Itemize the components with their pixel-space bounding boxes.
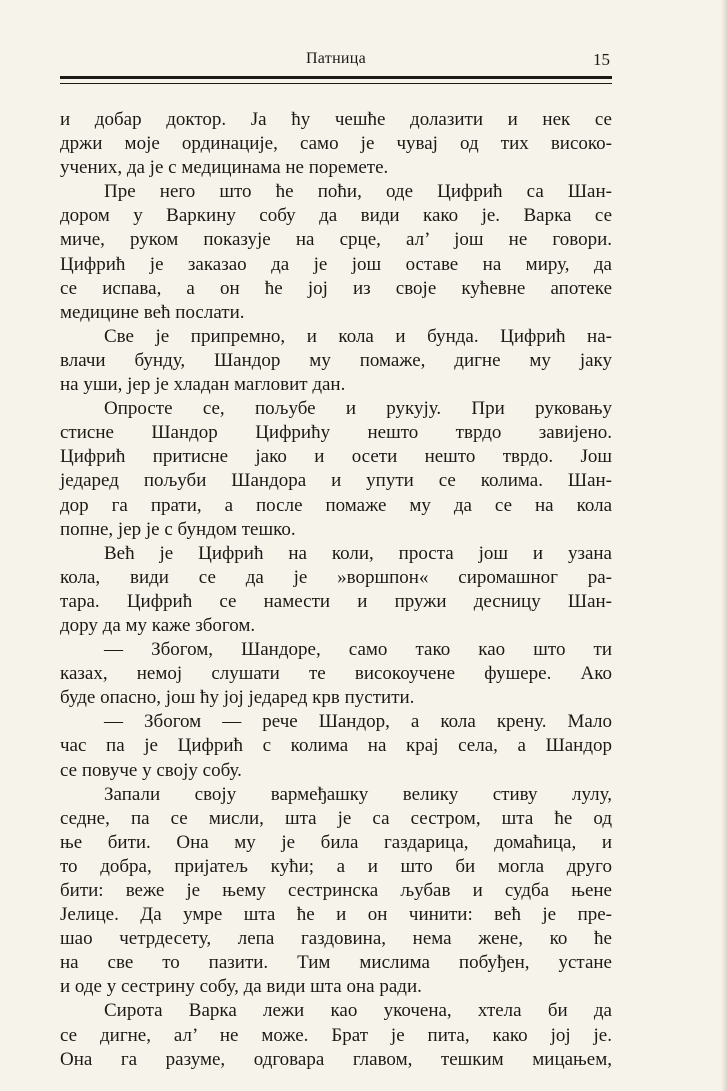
text-line: — Збогом — рече Шандор, а кола крену. Мало: [104, 711, 612, 733]
text-line: на уши, јер је хладан магловит дан.: [60, 374, 346, 396]
text-line: седне, па се мисли, шта је са сестром, шта ће од: [60, 807, 612, 829]
text-line: Опросте се, пољубе и рукују. При руковању: [104, 398, 612, 420]
text-line: учених, да је с медицинама не поремете.: [60, 157, 389, 179]
text-line: дору да му каже збогом.: [60, 614, 256, 636]
text-line: Она га разуме, одговара главом, тешким мицањем,: [60, 1048, 612, 1070]
text-line: дор га прати, а после помаже му да се на кола: [60, 494, 612, 516]
page-number: 15: [593, 50, 610, 69]
text-line: Цифрић притисне јако и осети нешто тврдо. Још: [60, 446, 612, 468]
text-line: Све је припремно, и кола и бунда. Цифрић на-: [104, 325, 612, 347]
text-line: држи моје ординације, само је чувај од тих високо-: [60, 133, 612, 155]
text-line: ње бити. Она му је била газдарица, домаћица, и: [60, 831, 612, 853]
text-line: дором у Варкину собу да види како је. Варка се: [60, 205, 612, 227]
text-line: се дигне, ал’ не може. Брат је пита, како јој је.: [60, 1024, 612, 1046]
text-line: стисне Шандор Цифрићу нешто тврдо завијено.: [60, 422, 612, 444]
text-line: медицине већ послати.: [60, 301, 245, 323]
text-line: казах, немој слушати те високоучене фушере. Ако: [60, 663, 612, 685]
text-line: миче, руком показује на срце, ал’ још не говори.: [60, 229, 612, 251]
text-line: и добар доктор. Ја ћу чешће долазити и нек се: [60, 109, 612, 130]
page-edge: [721, 0, 727, 1091]
header-rule-thin: [60, 83, 612, 84]
text-line: шао четрдесету, лепа газдовина, нема жене, ко ће: [60, 928, 612, 950]
text-line: Запали своју вармеђашку велику стиву лулу,: [104, 783, 612, 805]
text-line: и оде у сестрину собу, да види шта она ради.: [60, 976, 422, 998]
text-line: — Збогом, Шандоре, само тако као што ти: [104, 639, 612, 661]
text-line: кола, види се да је »воршпон« сиромашног ра-: [60, 566, 612, 588]
text-line: на све то пазити. Тим мислима побуђен, устане: [60, 952, 612, 974]
text-line: бити: веже је њему сестринска љубав и судба њене: [60, 880, 612, 901]
text-line: се повуче у своју собу.: [60, 759, 242, 781]
text-line: попне, јер је с бундом тешко.: [60, 518, 296, 540]
text-line: се испава, а он ће јој из своје кућевне апотеке: [60, 277, 612, 299]
header-rule-thick: [60, 76, 612, 79]
text-line: час па је Цифрић с колима на крај села, а Шандор: [60, 735, 612, 757]
text-line: Већ је Цифрић на коли, проста још и узана: [104, 542, 612, 564]
text-line: буде опасно, још ћу јој једаред крв пустити.: [60, 687, 415, 709]
text-line: Јелице. Да умре шта ће и он чинити: већ је пре-: [60, 904, 612, 926]
text-line: Сирота Варка лежи као укочена, хтела би да: [104, 1000, 612, 1022]
text-line: Цифрић је заказао да је још оставе на миру, да: [60, 253, 612, 275]
running-title: Патница: [305, 50, 367, 67]
text-line: једаред пољуби Шандора и упути се колима. Шан-: [60, 470, 612, 492]
body-text: [60, 108, 612, 1072]
text-line: тара. Цифрић се намести и пружи десницу Шан-: [60, 590, 612, 612]
running-head: [60, 50, 612, 72]
text-line: то добра, пријатељ кући; а и што би могла друго: [60, 855, 612, 877]
text-line: Пре него што ће поћи, оде Цифрић са Шан-: [104, 181, 612, 203]
text-line: влачи бунду, Шандор му помаже, дигне му јаку: [60, 349, 612, 371]
